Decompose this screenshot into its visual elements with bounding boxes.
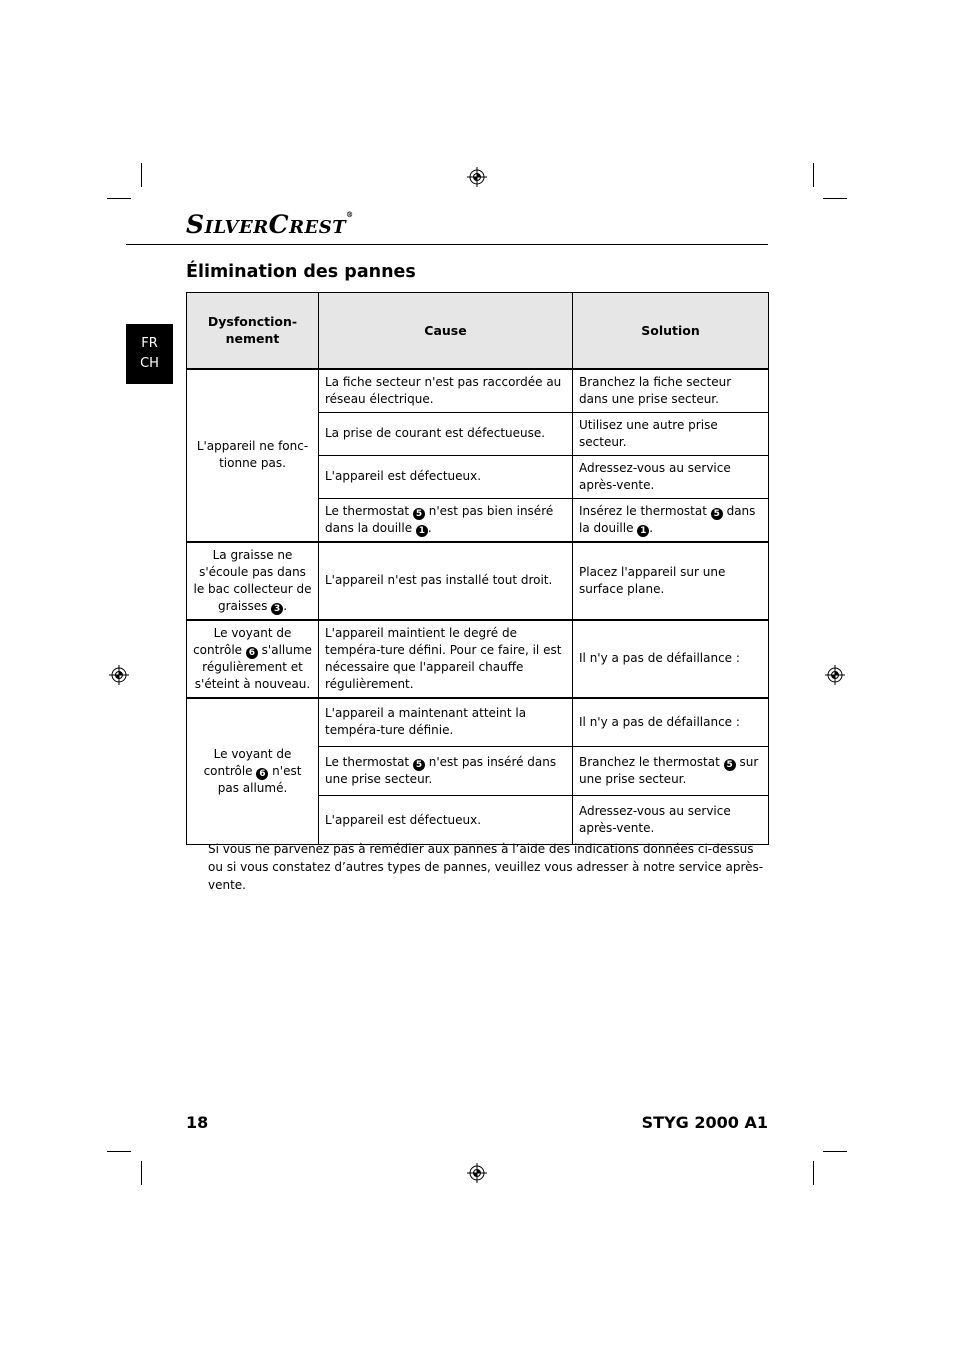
table-row: [187, 369, 769, 413]
cause-cell: L'appareil n'est pas installé tout droit.: [319, 542, 573, 620]
troubleshooting-table: [186, 292, 769, 845]
cause-cell: La fiche secteur n'est pas raccordée au réseau électrique.: [319, 369, 573, 413]
cause-text: Le thermostat: [325, 755, 413, 769]
crop-mark: [141, 163, 142, 187]
part-number-icon: 5: [413, 508, 425, 520]
part-number-icon: 5: [724, 759, 736, 771]
part-number-icon: 5: [413, 759, 425, 771]
fault-text: n'est pas allumé.: [217, 763, 302, 795]
solution-cell: Il n'y a pas de défaillance :: [573, 698, 769, 747]
part-number-icon: 1: [416, 525, 428, 537]
solution-text: Insérez le thermostat: [579, 503, 711, 518]
part-number-icon: 3: [271, 603, 283, 615]
cause-text: n'est pas inséré dans une prise secteur.: [325, 755, 557, 786]
cause-cell: L'appareil est défectueux.: [319, 455, 573, 498]
header-rule: [126, 244, 768, 245]
fault-cell: [187, 542, 319, 620]
cause-cell: La prise de courant est défectueuse.: [319, 412, 573, 455]
page-number: 18: [186, 1113, 209, 1132]
registration-mark-icon: [109, 665, 129, 685]
part-number-icon: 1: [637, 525, 649, 537]
solution-cell: Il n'y a pas de défaillance :: [573, 620, 769, 698]
header-cause: Cause: [319, 293, 573, 369]
solution-cell: Adressez-vous au service après-vente.: [573, 455, 769, 498]
cause-cell: L'appareil a maintenant atteint la tempéra-ture définie.: [319, 698, 573, 747]
model-number: STYG 2000 A1: [641, 1113, 768, 1132]
table-row: [187, 698, 769, 747]
crop-mark: [107, 198, 131, 199]
fault-text: Le voyant de contrôle: [193, 625, 292, 657]
cause-cell: L'appareil est défectueux.: [319, 796, 573, 845]
header-fault: Dysfonction- nement: [187, 293, 319, 369]
cause-text: Le thermostat: [325, 503, 413, 518]
language-tab: [126, 324, 173, 384]
language-code: CH: [140, 356, 159, 371]
part-number-icon: 6: [256, 768, 268, 780]
solution-text: .: [649, 520, 654, 535]
solution-cell: [573, 498, 769, 542]
solution-cell: Utilisez une autre prise secteur.: [573, 412, 769, 455]
cause-text: .: [427, 520, 432, 535]
fault-text: La graisse ne s'écoule pas dans le bac collecteur de graisses: [193, 547, 312, 613]
footnote: Si vous ne parvenez pas à remédier aux pannes à l’aide des indications données ci-dessus ou si vous constatez d’autres types de pannes, veuillez vous adresser à notre service après-vente.: [208, 842, 764, 892]
cause-cell: L'appareil maintient le degré de tempéra-ture défini. Pour ce faire, il est nécessaire que l'appareil chauffe régulièrement.: [319, 620, 573, 698]
section-title: Élimination des pannes: [186, 262, 416, 282]
fault-cell: L'appareil ne fonc- tionne pas.: [187, 369, 319, 542]
crop-mark: [823, 198, 847, 199]
header-solution: Solution: [573, 293, 769, 369]
crop-mark: [107, 1151, 131, 1152]
table-header-row: [187, 293, 769, 369]
registration-mark-icon: [467, 167, 487, 187]
fault-text: .: [283, 598, 288, 613]
table-row: [187, 542, 769, 620]
crop-mark: [823, 1151, 847, 1152]
solution-cell: Branchez la fiche secteur dans une prise secteur.: [573, 369, 769, 413]
solution-text: dans la douille: [579, 503, 756, 535]
part-number-icon: 6: [246, 647, 258, 659]
crop-mark: [813, 1161, 814, 1185]
cause-cell: [319, 498, 573, 542]
solution-cell: Placez l'appareil sur une surface plane.: [573, 542, 769, 620]
table-row: [187, 620, 769, 698]
solution-cell: [573, 747, 769, 796]
crop-mark: [813, 163, 814, 187]
fault-cell: [187, 698, 319, 845]
silvercrest-logo: SILVERCREST®: [186, 210, 354, 239]
fault-text: s'allume régulièrement et s'éteint à nouveau.: [194, 642, 312, 691]
fault-cell: [187, 620, 319, 698]
solution-text: sur une prise secteur.: [579, 755, 759, 786]
registration-mark-icon: [467, 1163, 487, 1183]
cause-text: n'est pas bien inséré dans la douille: [325, 503, 554, 535]
cause-cell: [319, 747, 573, 796]
solution-text: Branchez le thermostat: [579, 755, 724, 769]
solution-cell: Adressez-vous au service après-vente.: [573, 796, 769, 845]
registration-mark-icon: [825, 665, 845, 685]
crop-mark: [141, 1161, 142, 1185]
language-code: FR: [141, 336, 158, 351]
fault-text: Le voyant de contrôle: [203, 746, 292, 778]
part-number-icon: 5: [711, 508, 723, 520]
